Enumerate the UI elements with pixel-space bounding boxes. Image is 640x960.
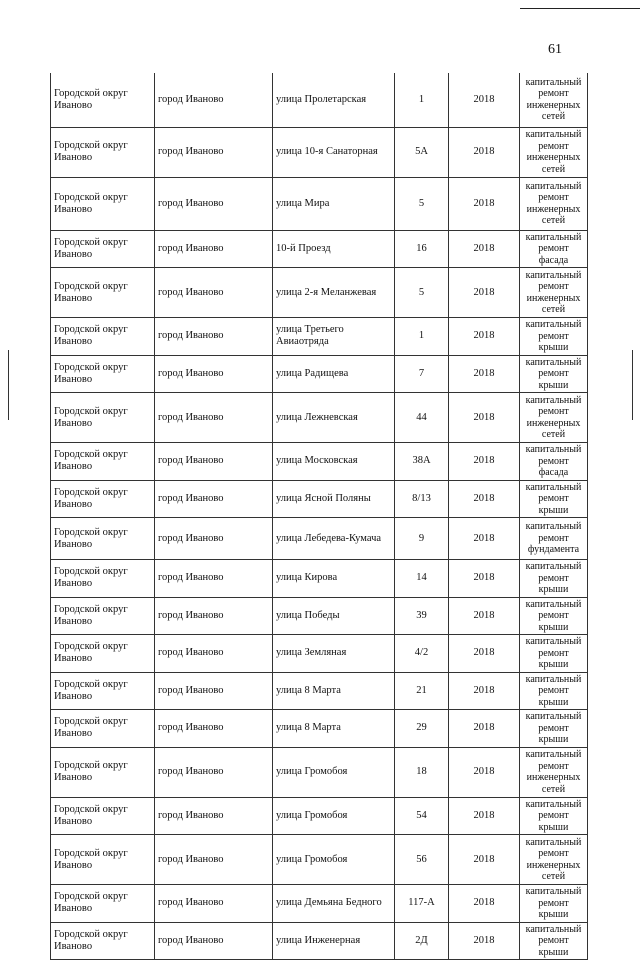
cell-work-type: капитальный ремонт крыши — [520, 797, 588, 835]
cell-street: улица 10-я Санаторная — [273, 127, 395, 177]
cell-work-type: капитальный ремонт крыши — [520, 480, 588, 518]
cell-district: Городской округ Иваново — [51, 355, 155, 393]
cell-district: Городской округ Иваново — [51, 230, 155, 268]
cell-house-number: 29 — [395, 710, 449, 748]
cell-district: Городской округ Иваново — [51, 635, 155, 673]
table-row — [51, 747, 588, 797]
table-row — [51, 443, 588, 481]
table-row — [51, 268, 588, 318]
cell-street: улица Мира — [273, 177, 395, 230]
cell-year: 2018 — [449, 922, 520, 960]
cell-street: улица Земляная — [273, 635, 395, 673]
cell-city: город Иваново — [155, 797, 273, 835]
cell-street: улица Лежневская — [273, 393, 395, 443]
cell-street: улица Победы — [273, 597, 395, 635]
cell-city: город Иваново — [155, 885, 273, 923]
top-rule — [520, 8, 640, 9]
cell-year: 2018 — [449, 480, 520, 518]
cell-house-number: 21 — [395, 672, 449, 710]
cell-work-type: капитальный ремонт инженерных сетей — [520, 835, 588, 885]
cell-city: город Иваново — [155, 747, 273, 797]
table-row — [51, 597, 588, 635]
cell-year: 2018 — [449, 177, 520, 230]
table-row — [51, 710, 588, 748]
cell-district: Городской округ Иваново — [51, 443, 155, 481]
cell-work-type: капитальный ремонт фундамента — [520, 518, 588, 560]
table-row — [51, 518, 588, 560]
table-row — [51, 318, 588, 356]
cell-work-type: капитальный ремонт крыши — [520, 710, 588, 748]
cell-work-type: капитальный ремонт крыши — [520, 597, 588, 635]
cell-house-number: 5 — [395, 177, 449, 230]
cell-city: город Иваново — [155, 177, 273, 230]
cell-year: 2018 — [449, 747, 520, 797]
cell-house-number: 8/13 — [395, 480, 449, 518]
cell-district: Городской округ Иваново — [51, 560, 155, 598]
cell-house-number: 16 — [395, 230, 449, 268]
cell-year: 2018 — [449, 797, 520, 835]
cell-city: город Иваново — [155, 230, 273, 268]
table-row — [51, 393, 588, 443]
cell-house-number: 39 — [395, 597, 449, 635]
cell-year: 2018 — [449, 393, 520, 443]
cell-street: улица Демьяна Бедного — [273, 885, 395, 923]
cell-district: Городской округ Иваново — [51, 885, 155, 923]
cell-house-number: 54 — [395, 797, 449, 835]
cell-district: Городской округ Иваново — [51, 922, 155, 960]
repair-schedule-table — [50, 73, 588, 960]
cell-city: город Иваново — [155, 268, 273, 318]
cell-year: 2018 — [449, 355, 520, 393]
cell-city: город Иваново — [155, 597, 273, 635]
cell-house-number: 38А — [395, 443, 449, 481]
table-row — [51, 560, 588, 598]
cell-district: Городской округ Иваново — [51, 672, 155, 710]
cell-district: Городской округ Иваново — [51, 518, 155, 560]
cell-house-number: 5 — [395, 268, 449, 318]
cell-district: Городской округ Иваново — [51, 268, 155, 318]
cell-house-number: 1 — [395, 318, 449, 356]
table-row — [51, 127, 588, 177]
cell-house-number: 5А — [395, 127, 449, 177]
cell-street: улица 2-я Меланжевая — [273, 268, 395, 318]
cell-city: город Иваново — [155, 635, 273, 673]
cell-city: город Иваново — [155, 73, 273, 127]
cell-work-type: капитальный ремонт фасада — [520, 443, 588, 481]
table-row — [51, 635, 588, 673]
cell-city: город Иваново — [155, 835, 273, 885]
cell-work-type: капитальный ремонт крыши — [520, 635, 588, 673]
cell-street: улица Громобоя — [273, 747, 395, 797]
cell-year: 2018 — [449, 635, 520, 673]
cell-work-type: капитальный ремонт крыши — [520, 355, 588, 393]
cell-district: Городской округ Иваново — [51, 797, 155, 835]
cell-street: улица Инженерная — [273, 922, 395, 960]
cell-street: улица 8 Марта — [273, 710, 395, 748]
cell-year: 2018 — [449, 318, 520, 356]
cell-city: город Иваново — [155, 443, 273, 481]
cell-district: Городской округ Иваново — [51, 127, 155, 177]
table-row — [51, 73, 588, 127]
cell-district: Городской округ Иваново — [51, 747, 155, 797]
cell-district: Городской округ Иваново — [51, 480, 155, 518]
cell-year: 2018 — [449, 885, 520, 923]
cell-year: 2018 — [449, 672, 520, 710]
cell-work-type: капитальный ремонт инженерных сетей — [520, 747, 588, 797]
cell-street: улица Лебедева-Кумача — [273, 518, 395, 560]
cell-house-number: 44 — [395, 393, 449, 443]
cell-city: город Иваново — [155, 672, 273, 710]
table-row — [51, 230, 588, 268]
cell-house-number: 7 — [395, 355, 449, 393]
table-row — [51, 797, 588, 835]
cell-district: Городской округ Иваново — [51, 393, 155, 443]
cell-house-number: 18 — [395, 747, 449, 797]
cell-city: город Иваново — [155, 480, 273, 518]
cell-year: 2018 — [449, 518, 520, 560]
cell-year: 2018 — [449, 597, 520, 635]
cell-work-type: капитальный ремонт крыши — [520, 318, 588, 356]
cell-city: город Иваново — [155, 355, 273, 393]
cell-year: 2018 — [449, 443, 520, 481]
cell-city: город Иваново — [155, 560, 273, 598]
cell-district: Городской округ Иваново — [51, 710, 155, 748]
cell-district: Городской округ Иваново — [51, 177, 155, 230]
cell-district: Городской округ Иваново — [51, 73, 155, 127]
cell-house-number: 1 — [395, 73, 449, 127]
cell-year: 2018 — [449, 127, 520, 177]
cell-street: улица Радищева — [273, 355, 395, 393]
cell-year: 2018 — [449, 268, 520, 318]
table-row — [51, 922, 588, 960]
cell-district: Городской округ Иваново — [51, 597, 155, 635]
cell-work-type: капитальный ремонт инженерных сетей — [520, 268, 588, 318]
page-number: 61 — [548, 42, 562, 57]
cell-street: улица Кирова — [273, 560, 395, 598]
cell-district: Городской округ Иваново — [51, 318, 155, 356]
cell-street: улица Громобоя — [273, 835, 395, 885]
cell-house-number: 117-А — [395, 885, 449, 923]
table-row — [51, 177, 588, 230]
margin-mark-left — [8, 350, 9, 420]
cell-work-type: капитальный ремонт инженерных сетей — [520, 177, 588, 230]
cell-work-type: капитальный ремонт фасада — [520, 230, 588, 268]
table-row — [51, 355, 588, 393]
cell-work-type: капитальный ремонт инженерных сетей — [520, 393, 588, 443]
cell-street: улица Третьего Авиаотряда — [273, 318, 395, 356]
cell-work-type: капитальный ремонт инженерных сетей — [520, 73, 588, 127]
table-row — [51, 672, 588, 710]
cell-year: 2018 — [449, 835, 520, 885]
cell-house-number: 4/2 — [395, 635, 449, 673]
cell-city: город Иваново — [155, 318, 273, 356]
cell-house-number: 2Д — [395, 922, 449, 960]
cell-house-number: 56 — [395, 835, 449, 885]
cell-year: 2018 — [449, 710, 520, 748]
cell-district: Городской округ Иваново — [51, 835, 155, 885]
cell-work-type: капитальный ремонт инженерных сетей — [520, 127, 588, 177]
cell-work-type: капитальный ремонт крыши — [520, 885, 588, 923]
cell-street: 10-й Проезд — [273, 230, 395, 268]
cell-street: улица Пролетарская — [273, 73, 395, 127]
cell-work-type: капитальный ремонт крыши — [520, 672, 588, 710]
table-row — [51, 885, 588, 923]
table-row — [51, 480, 588, 518]
cell-street: улица Ясной Поляны — [273, 480, 395, 518]
cell-street: улица Громобоя — [273, 797, 395, 835]
cell-house-number: 14 — [395, 560, 449, 598]
cell-street: улица Московская — [273, 443, 395, 481]
cell-year: 2018 — [449, 73, 520, 127]
cell-work-type: капитальный ремонт крыши — [520, 560, 588, 598]
cell-city: город Иваново — [155, 127, 273, 177]
cell-city: город Иваново — [155, 710, 273, 748]
cell-house-number: 9 — [395, 518, 449, 560]
cell-city: город Иваново — [155, 518, 273, 560]
cell-year: 2018 — [449, 230, 520, 268]
cell-year: 2018 — [449, 560, 520, 598]
margin-mark-right — [632, 350, 633, 420]
cell-city: город Иваново — [155, 393, 273, 443]
cell-street: улица 8 Марта — [273, 672, 395, 710]
table-row — [51, 835, 588, 885]
cell-city: город Иваново — [155, 922, 273, 960]
cell-work-type: капитальный ремонт крыши — [520, 922, 588, 960]
